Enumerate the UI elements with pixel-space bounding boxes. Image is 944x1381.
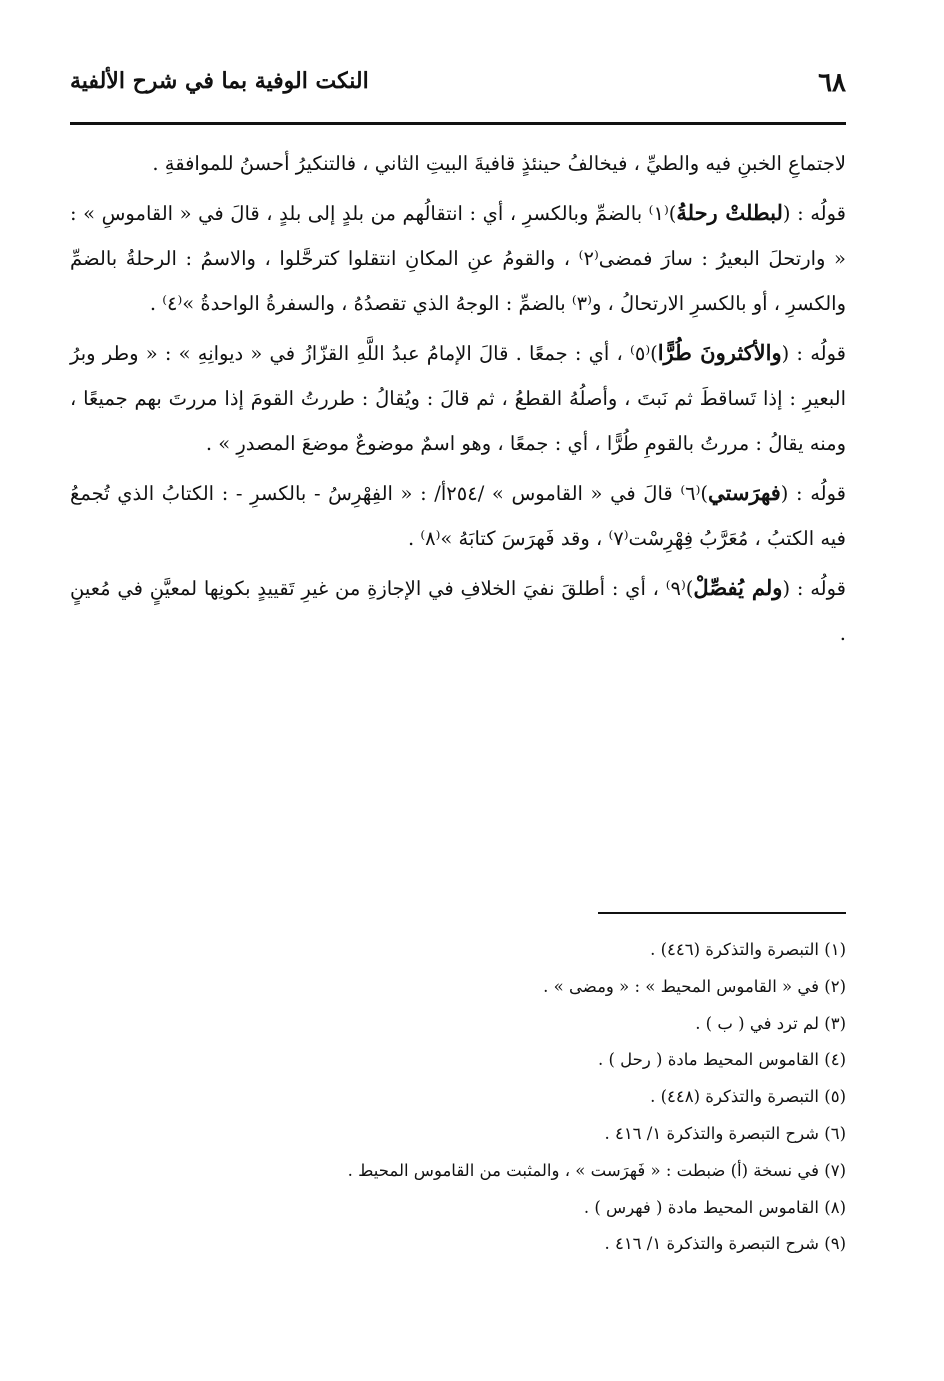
running-head <box>70 62 846 106</box>
paragraph-lead: قولُه : ( <box>781 342 846 365</box>
paragraph-lead: قولُه : ( <box>782 202 846 225</box>
paragraph <box>70 140 846 186</box>
footnote: (٢) في « القاموس المحيط » : « ومضى » . <box>543 976 846 996</box>
paragraph-heading: فهرَستي <box>708 480 781 505</box>
paragraph <box>70 190 846 326</box>
footnote: (٣) لم ترد في ( ب ) . <box>695 1013 846 1033</box>
footnote-separator <box>598 912 846 914</box>
footnote: (٦) شرح التبصرة والتذكرة ١/ ٤١٦ . <box>604 1123 846 1143</box>
paragraph-text: لاجتماعِ الخبنِ فيه والطيِّ ، فيخالفُ حينئذٍ قافيةَ البيتِ الثاني ، فالتنكيرُ أحسنُ للموافقةِ . <box>152 152 846 175</box>
footnotes <box>70 932 846 1263</box>
paragraph-heading: ولم يُفصِّلْ <box>693 575 783 600</box>
paragraph-text: )⁽٥⁾ ، أي : جمعًا . قالَ الإمامُ عبدُ اللَّهِ القزّازُ في « ديوانِهِ » : « وطر وبرُ البعيرِ : إذا تَساقطَ ثم نَبتَ ، وأصلُهُ القطعُ ، ثم قالَ : ويُقالُ : طررتُ القومَ إذا مررتَ بهم جميعًا ، ومنه يقالُ : مررتُ بالقومِ طُرًّا ، أي : جمعًا ، وهو اسمٌ موضوعٌ موضعَ المصدرِ » . <box>70 342 846 455</box>
footnote: (١) التبصرة والتذكرة (٤٤٦) . <box>650 940 846 959</box>
page-number: ٦٨ <box>818 68 846 98</box>
paragraph <box>70 565 846 656</box>
footnote: (٥) التبصرة والتذكرة (٤٤٨) . <box>650 1087 846 1107</box>
body-text <box>70 140 846 656</box>
footnote: (٧) في نسخة (أ) ضبطت : « فَهرَست » ، والمثبت من القاموس المحيط . <box>347 1160 846 1180</box>
paragraph-text: )⁽١⁾ بالضمِّ وبالكسرِ ، أي : انتقالُهم من بلدٍ إلى بلدٍ ، قالَ في « القاموسِ » : « وارتحلَ البعيرُ : سارَ فمضى⁽٢⁾ ، والقومُ عنِ المكانِ انتقلوا كترحَّلوا ، والاسمُ : الرحلةُ بالضمِّ والكسرِ ، أو بالكسرِ الارتحالُ ، و⁽٣⁾ بالضمِّ : الوجهُ الذي تقصدُهُ ، والسفرةُ الواحدةُ »⁽٤⁾ . <box>70 202 846 315</box>
footnote: (٤) القاموس المحيط مادة ( رحل ) . <box>597 1050 846 1070</box>
paragraph-lead: قولُه : ( <box>782 577 846 600</box>
paragraph <box>70 330 846 466</box>
paragraph <box>70 470 846 561</box>
paragraph-heading: لبطلتْ رحلةُ <box>676 200 783 225</box>
paragraph-lead: قولُه : ( <box>780 482 846 505</box>
paragraph-text: )⁽٩⁾ ، أي : أطلقَ نفيَ الخلافِ في الإجازةِ من غيرِ تَقييدٍ بكونِها لمعيَّنٍ في مُعينٍ . <box>70 577 846 645</box>
header-title: النكت الوفية بما في شرح الألفية <box>70 68 369 94</box>
paragraph-text: )⁽٦⁾ قالَ في « القاموس » /٢٥٤أ/ : « الفِهْرِسُ - بالكسرِ - : الكتابُ الذي تُجمعُ فيه الكتبُ ، مُعَرَّبُ فِهْرِسْت⁽٧⁾ ، وقد فَهرَسَ كتابَهُ »⁽٨⁾ . <box>70 482 846 550</box>
paragraph-heading: والأكثرونَ طُرًّا <box>657 340 782 365</box>
footnote: (٩) شرح التبصرة والتذكرة ١/ ٤١٦ . <box>604 1234 846 1254</box>
header-rule <box>70 122 846 125</box>
footnote: (٨) القاموس المحيط مادة ( فهرس ) . <box>583 1197 846 1217</box>
